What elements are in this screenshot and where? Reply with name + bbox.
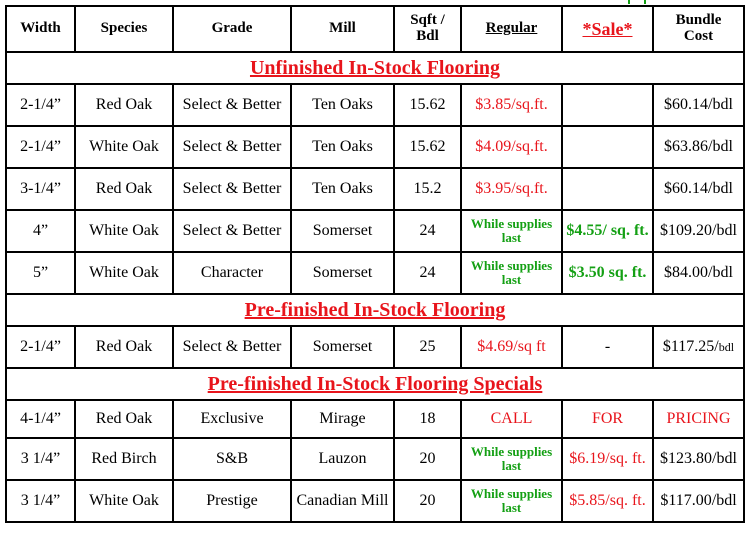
cell-grade: Select & Better — [173, 210, 291, 252]
header-sqft-line2: Bdl — [416, 28, 439, 44]
cell-grade: Select & Better — [173, 326, 291, 368]
decorative-green-mark — [628, 0, 646, 4]
section-row-prefinished — [6, 294, 744, 326]
cell-bundle-unit: bdl — [718, 339, 735, 354]
cell-regular-line1: While supplies — [470, 215, 553, 231]
header-species: Species — [75, 6, 173, 52]
cell-bundle-amount: $117.25/ — [662, 337, 719, 355]
cell-sale: $5.85/sq. ft. — [562, 480, 653, 522]
header-sqft-line1: Sqft / — [410, 12, 445, 29]
cell-species: Red Birch — [75, 438, 173, 480]
cell-regular-line1: While supplies — [470, 485, 553, 501]
cell-sqft: 20 — [394, 438, 461, 480]
cell-regular — [461, 438, 562, 480]
cell-bundle-cost: PRICING — [653, 400, 744, 438]
cell-bundle-cost: $109.20/bdl — [653, 210, 744, 252]
cell-sale — [562, 84, 653, 126]
cell-species: White Oak — [75, 480, 173, 522]
header-sale: *Sale* — [562, 6, 653, 52]
cell-regular: $4.69/sq ft — [461, 326, 562, 368]
cell-regular-line1: While supplies — [470, 443, 553, 459]
flooring-price-table — [5, 5, 745, 523]
cell-mill: Lauzon — [291, 438, 394, 480]
cell-mill: Ten Oaks — [291, 168, 394, 210]
cell-bundle-cost: $123.80/bdl — [653, 438, 744, 480]
cell-species: Red Oak — [75, 84, 173, 126]
cell-sqft: 20 — [394, 480, 461, 522]
cell-species: White Oak — [75, 210, 173, 252]
cell-width: 3-1/4” — [6, 168, 75, 210]
cell-species: Red Oak — [75, 400, 173, 438]
cell-mill: Canadian Mill — [291, 480, 394, 522]
table-row — [6, 326, 744, 368]
cell-sale: - — [562, 326, 653, 368]
cell-grade: Select & Better — [173, 168, 291, 210]
cell-width: 2-1/4” — [6, 126, 75, 168]
header-bundle-line2: Cost — [683, 28, 714, 44]
cell-regular-line2: last — [501, 500, 522, 515]
cell-grade: Select & Better — [173, 84, 291, 126]
cell-sqft: 15.62 — [394, 126, 461, 168]
cell-regular: $3.95/sq.ft. — [461, 168, 562, 210]
cell-sale: $6.19/sq. ft. — [562, 438, 653, 480]
cell-grade: Exclusive — [173, 400, 291, 438]
table-row — [6, 400, 744, 438]
cell-sqft: 24 — [394, 210, 461, 252]
table-row — [6, 438, 744, 480]
price-sheet — [5, 5, 743, 523]
cell-sqft: 24 — [394, 252, 461, 294]
cell-regular-line2: last — [501, 230, 522, 245]
header-row — [6, 6, 744, 52]
cell-regular-line2: last — [501, 272, 522, 287]
cell-regular-line2: last — [501, 458, 522, 473]
cell-bundle-cost — [653, 326, 744, 368]
table-row — [6, 252, 744, 294]
cell-sale: $3.50 sq. ft. — [562, 252, 653, 294]
cell-species: Red Oak — [75, 326, 173, 368]
cell-sqft: 15.62 — [394, 84, 461, 126]
cell-mill: Somerset — [291, 210, 394, 252]
header-sqft-per-bundle — [394, 6, 461, 52]
cell-width: 2-1/4” — [6, 326, 75, 368]
cell-regular-line1: While supplies — [470, 257, 553, 273]
cell-grade: S&B — [173, 438, 291, 480]
cell-regular — [461, 480, 562, 522]
table-row — [6, 84, 744, 126]
cell-mill: Ten Oaks — [291, 126, 394, 168]
table-row — [6, 210, 744, 252]
header-width: Width — [6, 6, 75, 52]
cell-regular — [461, 252, 562, 294]
cell-species: Red Oak — [75, 168, 173, 210]
cell-bundle-cost: $60.14/bdl — [653, 168, 744, 210]
cell-mill: Ten Oaks — [291, 84, 394, 126]
header-bundle-cost — [653, 6, 744, 52]
cell-sale — [562, 126, 653, 168]
section-row-specials — [6, 368, 744, 400]
cell-sqft: 18 — [394, 400, 461, 438]
cell-regular: CALL — [461, 400, 562, 438]
cell-bundle-cost: $117.00/bdl — [653, 480, 744, 522]
cell-width: 5” — [6, 252, 75, 294]
cell-sale: $4.55/ sq. ft. — [562, 210, 653, 252]
table-row — [6, 168, 744, 210]
section-title-prefinished: Pre-finished In-Stock Flooring — [6, 294, 744, 326]
cell-bundle-cost: $63.86/bdl — [653, 126, 744, 168]
cell-grade: Select & Better — [173, 126, 291, 168]
cell-species: White Oak — [75, 126, 173, 168]
header-regular: Regular — [461, 6, 562, 52]
cell-regular: $4.09/sq.ft. — [461, 126, 562, 168]
cell-sqft: 25 — [394, 326, 461, 368]
cell-width: 3 1/4” — [6, 438, 75, 480]
cell-grade: Prestige — [173, 480, 291, 522]
cell-sqft: 15.2 — [394, 168, 461, 210]
cell-bundle-cost: $84.00/bdl — [653, 252, 744, 294]
cell-regular: $3.85/sq.ft. — [461, 84, 562, 126]
table-row — [6, 126, 744, 168]
cell-species: White Oak — [75, 252, 173, 294]
cell-regular — [461, 210, 562, 252]
cell-width: 2-1/4” — [6, 84, 75, 126]
section-title-unfinished: Unfinished In-Stock Flooring — [6, 52, 744, 84]
cell-width: 4” — [6, 210, 75, 252]
cell-bundle-cost: $60.14/bdl — [653, 84, 744, 126]
cell-sale: FOR — [562, 400, 653, 438]
cell-width: 3 1/4” — [6, 480, 75, 522]
cell-grade: Character — [173, 252, 291, 294]
header-bundle-line1: Bundle — [675, 12, 722, 29]
cell-width: 4-1/4” — [6, 400, 75, 438]
cell-mill: Somerset — [291, 326, 394, 368]
header-grade: Grade — [173, 6, 291, 52]
table-row — [6, 480, 744, 522]
header-mill: Mill — [291, 6, 394, 52]
cell-mill: Mirage — [291, 400, 394, 438]
cell-sale — [562, 168, 653, 210]
cell-mill: Somerset — [291, 252, 394, 294]
section-title-specials: Pre-finished In-Stock Flooring Specials — [6, 368, 744, 400]
section-row-unfinished — [6, 52, 744, 84]
